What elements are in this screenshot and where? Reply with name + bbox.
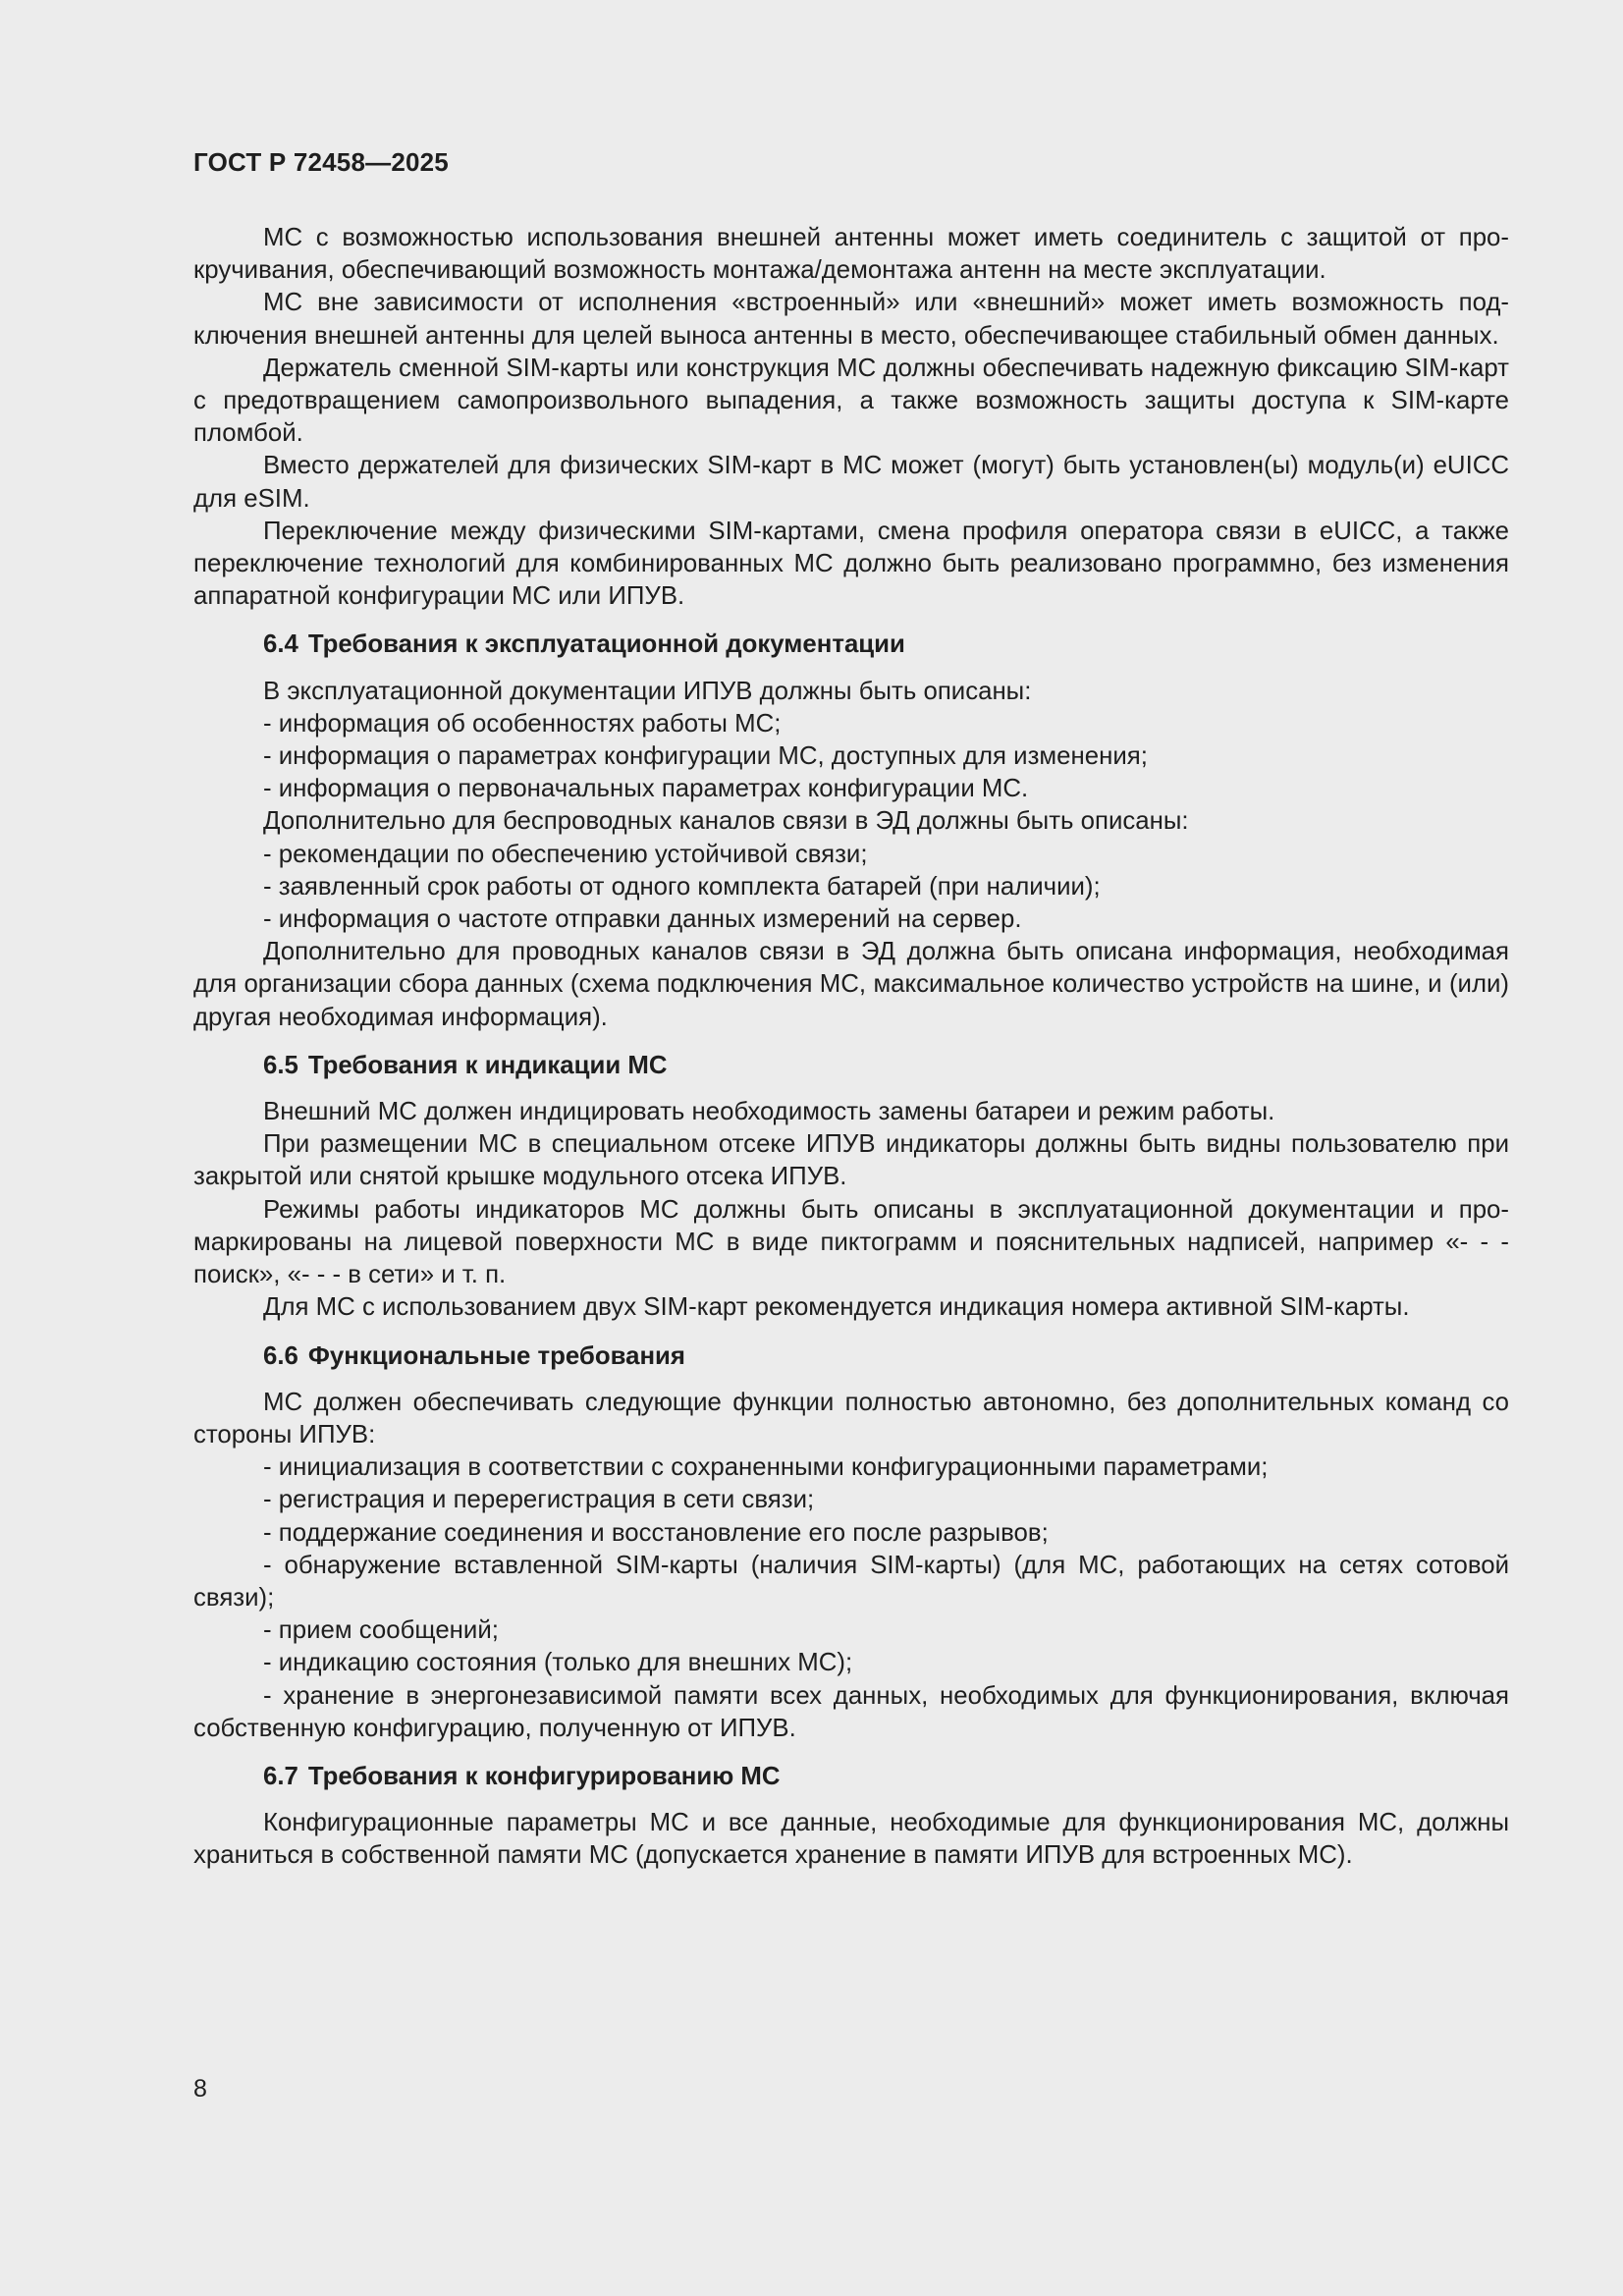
section-heading-6-6 [193, 1340, 1509, 1373]
section-heading-6-5 [193, 1050, 1509, 1082]
list-item: - прием сообщений; [263, 1616, 499, 1645]
section-title: Требования к эксплуатационной документации [307, 630, 905, 659]
list-item: - информация о первоначальных параметрах конфигурации МС. [263, 775, 1029, 803]
section-number: 6.6 [263, 1341, 298, 1370]
page-number: 8 [193, 2075, 207, 2103]
paragraph: Держатель сменной SIM-карты или конструкция МС должны обеспечивать надежную фиксацию SIM-карт с предотвращением самопроизвольного выпадения, а также возможность защиты доступа к SIM-карте пломбой. [193, 354, 1509, 448]
paragraph: Режимы работы индикаторов МС должны быть описаны в эксплуатационной документации и промаркированы на лицевой поверхности МС в виде пиктограмм и пояснительных надписей, например «- - - поиск», «- - - в сети» и т. п. [193, 1195, 1509, 1289]
section-title: Требования к конфигурированию МС [307, 1762, 781, 1790]
paragraph: Конфигурационные параметры МС и все данные, необходимые для функционирования МС, должны храниться в собственной памяти МС (допускается хранение в памяти ИПУВ для встроенных МС). [193, 1809, 1509, 1870]
section-heading-6-4 [193, 629, 1509, 661]
section-number: 6.5 [263, 1051, 298, 1079]
paragraph: При размещении МС в специальном отсеке ИПУВ индикаторы должны быть видны пользователю при закрытой или снятой крышке модульного отсека ИПУВ. [193, 1130, 1509, 1191]
paragraph: В эксплуатационной документации ИПУВ должны быть описаны: [263, 677, 1032, 705]
paragraph: Дополнительно для беспроводных каналов связи в ЭД должны быть описаны: [263, 807, 1189, 836]
paragraph: Для МС с использованием двух SIM-карт рекомендуется индикация номера активной SIM-карты. [263, 1293, 1410, 1322]
paragraph: Переключение между физическими SIM-картами, смена профиля оператора связи в eUICC, а также переключение технологий для комбинированных МС должно быть реализовано программно, без изменения аппаратной конфигурации МС или ИПУВ. [193, 517, 1509, 611]
list-item: - хранение в энергонезависимой памяти всех данных, необходимых для функционирования, включая собственную конфигурацию, полученную от ИПУВ. [193, 1681, 1509, 1742]
paragraph: Вместо держателей для физических SIM-карт в МС может (могут) быть установлен(ы) модуль(и) eUICC для eSIM. [193, 452, 1509, 513]
paragraph: МС вне зависимости от исполнения «встроенный» или «внешний» может иметь возможность подключения внешней антенны для целей выноса антенны в место, обеспечивающее стабильный обмен данных. [193, 289, 1509, 350]
section-title: Требования к индикации МС [307, 1051, 668, 1079]
section-number: 6.4 [263, 630, 298, 659]
section-heading-6-7 [193, 1761, 1509, 1793]
document-body [193, 222, 1509, 1873]
list-item: - регистрация и перерегистрация в сети связи; [263, 1486, 815, 1514]
list-item: - рекомендации по обеспечению устойчивой связи; [263, 840, 868, 868]
paragraph: МС с возможностью использования внешней антенны может иметь соединитель с защитой от прокручивания, обеспечивающий возможность монтажа/демонтажа антенн на месте эксплуатации. [193, 224, 1509, 285]
list-item: - информация об особенностях работы МС; [263, 709, 782, 738]
list-item: - заявленный срок работы от одного комплекта батарей (при наличии); [263, 872, 1101, 901]
list-item: - информация о частоте отправки данных измерений на сервер. [263, 905, 1022, 934]
document-header: ГОСТ Р 72458—2025 [193, 147, 449, 177]
section-number: 6.7 [263, 1762, 298, 1790]
list-item: - инициализация в соответствии с сохраненными конфигурационными параметрами; [263, 1453, 1269, 1482]
list-item: - обнаружение вставленной SIM-карты (наличия SIM-карты) (для МС, работающих на сетях сотовой связи); [193, 1551, 1509, 1612]
list-item: - информация о параметрах конфигурации МС, доступных для изменения; [263, 742, 1148, 771]
section-title: Функциональные требования [307, 1341, 685, 1370]
paragraph: Внешний МС должен индицировать необходимость замены батареи и режим работы. [263, 1098, 1275, 1126]
list-item: - поддержание соединения и восстановление его после разрывов; [263, 1518, 1049, 1547]
paragraph: МС должен обеспечивать следующие функции полностью автономно, без дополнительных команд со стороны ИПУВ: [193, 1388, 1509, 1449]
paragraph: Дополнительно для проводных каналов связи в ЭД должна быть описана информация, необходимая для организации сбора данных (схема подключения МС, максимальное количество устройств на шине, и (или) другая необходимая информация). [193, 938, 1509, 1031]
list-item: - индикацию состояния (только для внешних МС); [263, 1649, 853, 1677]
